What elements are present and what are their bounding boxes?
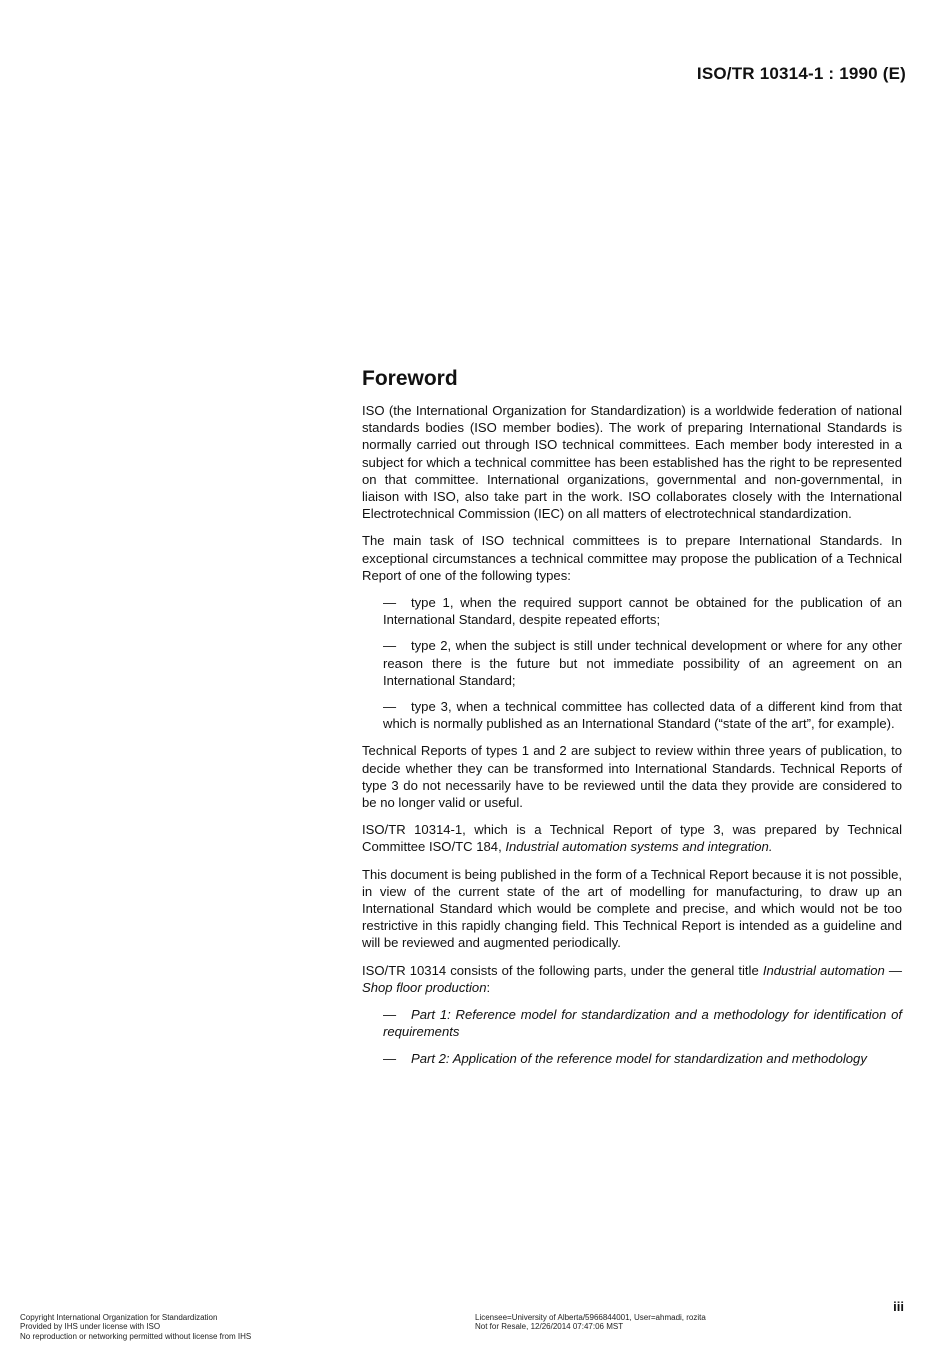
dash-marker: —: [383, 1050, 397, 1066]
foreword-paragraph-5: This document is being published in the form of a Technical Report because it is not possible, in view of the current state of the art of modelling for manufacturing, to draw up an International Standard which would be complete and precise, and which would not be too restrictive in this rapidly changing field. This Technical Report is intended as a guideline and will be reviewed and augmented periodically.: [362, 866, 902, 951]
foreword-paragraph-2: The main task of ISO technical committees is to prepare International Standards. In exceptional circumstances a technical committee may propose the publication of a Technical Report of one of the following types:: [362, 533, 902, 583]
list-item: [362, 1006, 902, 1040]
general-title: Industrial automation — Shop floor production: [362, 962, 902, 995]
foreword-heading: Foreword: [362, 367, 458, 390]
dash-marker: —: [383, 699, 397, 715]
committee-title: Industrial automation systems and integration.: [505, 839, 773, 855]
foreword-paragraph-3: Technical Reports of types 1 and 2 are subject to review within three years of publication, to decide whether they can be transformed into International Standards. Technical Reports of type 3 do not necessarily have to be reviewed until the data they provide are considered to be no longer valid or useful.: [362, 743, 902, 811]
list-item: [362, 594, 902, 628]
report-types-list: [362, 594, 902, 732]
footer-copyright: [20, 1313, 251, 1341]
footer-line: No reproduction or networking permitted without license from IHS: [20, 1331, 252, 1341]
list-item: [362, 698, 902, 732]
page-number: iii: [893, 1299, 904, 1314]
foreword-section: [362, 366, 902, 1077]
footer-line: Provided by IHS under license with ISO: [20, 1322, 161, 1332]
list-item: [362, 1050, 902, 1067]
part-title: Part 2: Application of the reference model for standardization and methodology: [411, 1050, 867, 1066]
paragraph-text: ISO/TR 10314-1, which is a Technical Report of type 3, was prepared by Technical Committee ISO/TC 184,: [362, 822, 902, 855]
foreword-paragraph-6: [362, 962, 902, 996]
dash-marker: —: [383, 638, 397, 654]
paragraph-end: :: [486, 979, 491, 995]
footer-line: Not for Resale, 12/26/2014 07:47:06 MST: [475, 1322, 624, 1332]
dash-marker: —: [383, 595, 397, 611]
foreword-paragraph-4: [362, 821, 902, 855]
list-item-text: type 1, when the required support cannot be obtained for the publication of an International Standard, despite repeated efforts;: [383, 595, 902, 628]
list-item-text: type 2, when the subject is still under technical development or where for any other reason there is the future but not immediate possibility of an agreement on an International Standard;: [383, 638, 902, 688]
footer-line: Licensee=University of Alberta/5966844001, User=ahmadi, rozita: [475, 1313, 706, 1322]
list-item: [362, 637, 902, 689]
list-item-text: type 3, when a technical committee has collected data of a different kind from that which is normally published as an International Standard (“state of the art”, for example).: [383, 699, 902, 732]
part-title: Part 1: Reference model for standardization and a methodology for identification of requirements: [383, 1007, 902, 1040]
document-id-header: ISO/TR 10314-1 : 1990 (E): [696, 64, 906, 83]
footer-license: [475, 1313, 706, 1332]
parts-list: [362, 1006, 902, 1067]
dash-marker: —: [383, 1007, 397, 1023]
foreword-paragraph-1: ISO (the International Organization for Standardization) is a worldwide federation of national standards bodies (ISO member bodies). The work of preparing International Standards is normally carried out through ISO technical committees. Each member body interested in a subject for which a technical committee has been established has the right to be represented on that committee. International organizations, governmental and non-governmental, in liaison with ISO, also take part in the work. ISO collaborates closely with the International Electrotechnical Commission (IEC) on all matters of electrotechnical standardization.: [362, 403, 902, 522]
footer-line: Copyright International Organization for Standardization: [20, 1313, 218, 1322]
paragraph-text: ISO/TR 10314 consists of the following parts, under the general title: [362, 962, 763, 978]
